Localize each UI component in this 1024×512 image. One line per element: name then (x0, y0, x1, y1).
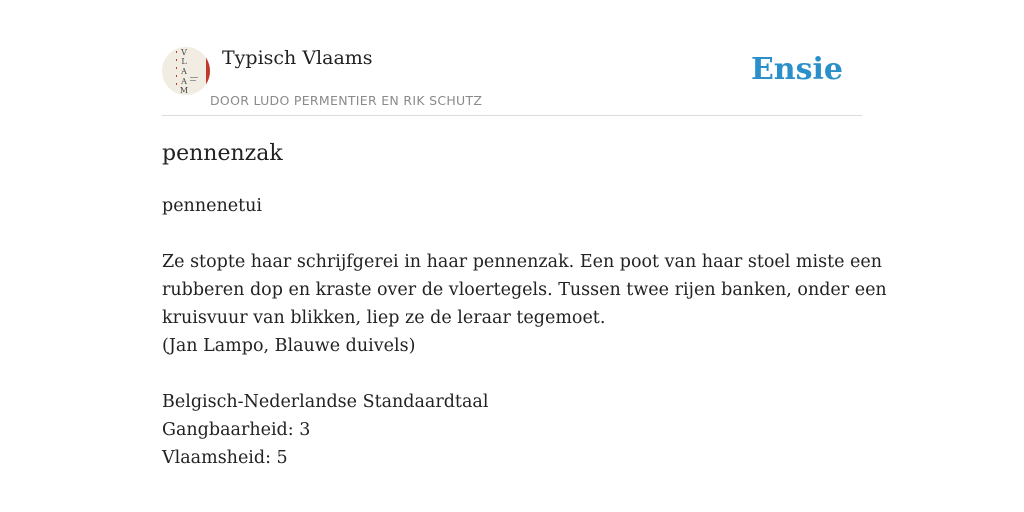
brand-logo-link[interactable]: Ensie (750, 52, 843, 87)
example-line: kruisvuur van blikken, liep ze de leraar tegemoet. (162, 308, 606, 328)
gangbaarheid-rating: Gangbaarheid: 3 (162, 420, 311, 440)
svg-text:A: A (181, 77, 187, 86)
page-title[interactable]: Typisch Vlaams (222, 47, 373, 69)
entry-body (162, 192, 887, 472)
authors-byline: DOOR LUDO PERMENTIER EN RIK SCHUTZ (210, 93, 483, 108)
spacer (162, 220, 862, 248)
svg-text:A: A (181, 67, 187, 76)
svg-text:L: L (181, 57, 187, 66)
example-line: rubberen dop en kraste over de vloertegels. Tussen twee rijen banken, onder een (162, 280, 887, 300)
entry-definition: pennenetui (162, 196, 262, 216)
language-variant: Belgisch-Nederlandse Standaardtaal (162, 392, 489, 412)
header (162, 0, 862, 116)
svg-text:V: V (181, 48, 187, 57)
spacer (162, 360, 862, 388)
vlaamsheid-rating: Vlaamsheid: 5 (162, 448, 288, 468)
book-cover-icon[interactable] (162, 47, 210, 95)
example-source: (Jan Lampo, Blauwe duivels) (162, 336, 416, 356)
page-container (162, 0, 887, 512)
svg-text:M: M (179, 86, 189, 95)
example-line: Ze stopte haar schrijfgerei in haar pennenzak. Een poot van haar stoel miste een (162, 252, 883, 272)
entry-headword: pennenzak (162, 141, 283, 166)
